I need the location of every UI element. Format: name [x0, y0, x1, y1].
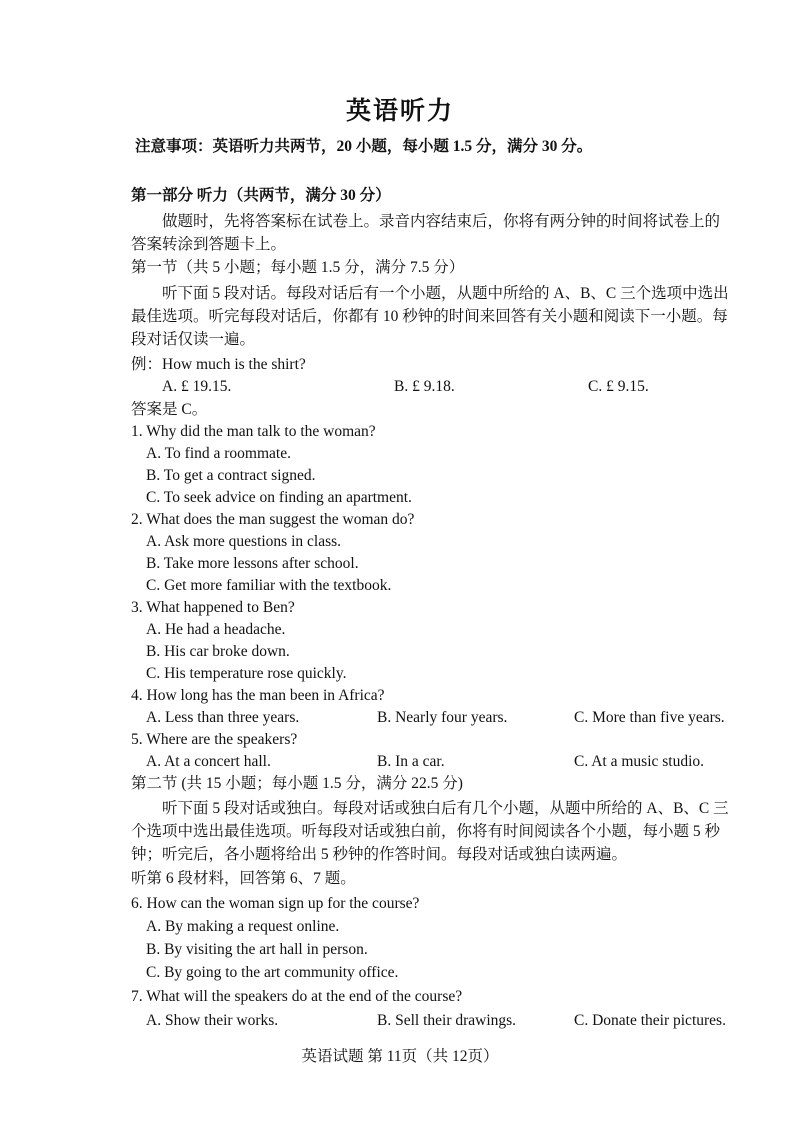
example-answer: 答案是 C。 — [131, 401, 208, 418]
part1-instruction-line-1: 做题时，先将答案标在试卷上。录音内容结束后，你将有两分钟的时间将试卷上的 — [162, 213, 721, 230]
section2-instruction-line-2: 个选项中选出最佳选项。听每段对话或独白前，你将有时间阅读各个小题，每小题 5 秒 — [131, 823, 721, 840]
question-4: 4. How long has the man been in Africa? — [131, 687, 385, 704]
question-7-option-c: C. Donate their pictures. — [574, 1012, 726, 1029]
section2-instruction-line-1: 听下面 5 段对话或独白。每段对话或独白后有几个小题，从题中所给的 A、B、C 三 — [162, 800, 729, 817]
question-3-option-a: A. He had a headache. — [146, 621, 286, 638]
question-4-option-c: C. More than five years. — [574, 709, 725, 726]
section1-instruction-line-2: 最佳选项。听完每段对话后，你都有 10 秒钟的时间来回答有关小题和阅读下一小题。每 — [131, 308, 728, 325]
question-2: 2. What does the man suggest the woman do? — [131, 511, 415, 528]
question-7-options — [0, 1011, 800, 1031]
question-3-option-b: B. His car broke down. — [146, 643, 290, 660]
notice: 注意事项：英语听力共两节，20 小题，每小题 1.5 分，满分 30 分。 — [135, 138, 593, 155]
page-title: 英语听力 — [345, 98, 454, 125]
question-6-option-b: B. By visiting the art hall in person. — [146, 941, 368, 958]
question-1-option-a: A. To find a roommate. — [146, 445, 291, 462]
example-option-c: C. £ 9.15. — [588, 378, 649, 395]
question-5-option-c: C. At a music studio. — [574, 753, 705, 770]
section1-heading: 第一节（共 5 小题；每小题 1.5 分，满分 7.5 分） — [131, 259, 465, 276]
section1-instruction-line-1: 听下面 5 段对话。每段对话后有一个小题，从题中所给的 A、B、C 三个选项中选出 — [162, 285, 729, 302]
question-6-option-c: C. By going to the art community office. — [146, 964, 399, 981]
question-1-option-b: B. To get a contract signed. — [146, 467, 316, 484]
question-5-option-b: B. In a car. — [377, 753, 445, 770]
example-options — [0, 377, 800, 397]
question-6: 6. How can the woman sign up for the course? — [131, 895, 420, 912]
question-3-option-c: C. His temperature rose quickly. — [146, 665, 347, 682]
section2-instruction-line-3: 钟；听完后，各小题将给出 5 秒钟的作答时间。每段对话或独白读两遍。 — [131, 846, 628, 863]
question-5-option-a: A. At a concert hall. — [146, 753, 271, 770]
question-5-options — [0, 752, 800, 772]
question-7-option-b: B. Sell their drawings. — [377, 1012, 517, 1029]
example-option-a: A. £ 19.15. — [162, 378, 232, 395]
question-1-option-c: C. To seek advice on finding an apartment. — [146, 489, 412, 506]
question-4-option-b: B. Nearly four years. — [377, 709, 508, 726]
page-footer: 英语试题 第 11页（共 12页） — [301, 1048, 499, 1065]
question-4-options — [0, 708, 800, 728]
question-1: 1. Why did the man talk to the woman? — [131, 423, 376, 440]
question-2-option-a: A. Ask more questions in class. — [146, 533, 342, 550]
example-question: 例：How much is the shirt? — [131, 356, 306, 373]
section2-heading: 第二节 (共 15 小题；每小题 1.5 分，满分 22.5 分) — [131, 775, 463, 792]
section1-instruction-line-3: 段对话仅读一遍。 — [131, 331, 256, 348]
part1-heading: 第一部分 听力（共两节，满分 30 分） — [131, 187, 391, 204]
question-4-option-a: A. Less than three years. — [146, 709, 300, 726]
question-2-option-c: C. Get more familiar with the textbook. — [146, 577, 392, 594]
question-2-option-b: B. Take more lessons after school. — [146, 555, 359, 572]
question-3: 3. What happened to Ben? — [131, 599, 295, 616]
question-7-option-a: A. Show their works. — [146, 1012, 279, 1029]
material-instruction: 听第 6 段材料，回答第 6、7 题。 — [131, 870, 356, 887]
example-option-b: B. £ 9.18. — [394, 378, 455, 395]
question-5: 5. Where are the speakers? — [131, 731, 298, 748]
question-7: 7. What will the speakers do at the end of the course? — [131, 988, 463, 1005]
part1-instruction-line-2: 答案转涂到答题卡上。 — [131, 236, 287, 253]
question-6-option-a: A. By making a request online. — [146, 918, 340, 935]
